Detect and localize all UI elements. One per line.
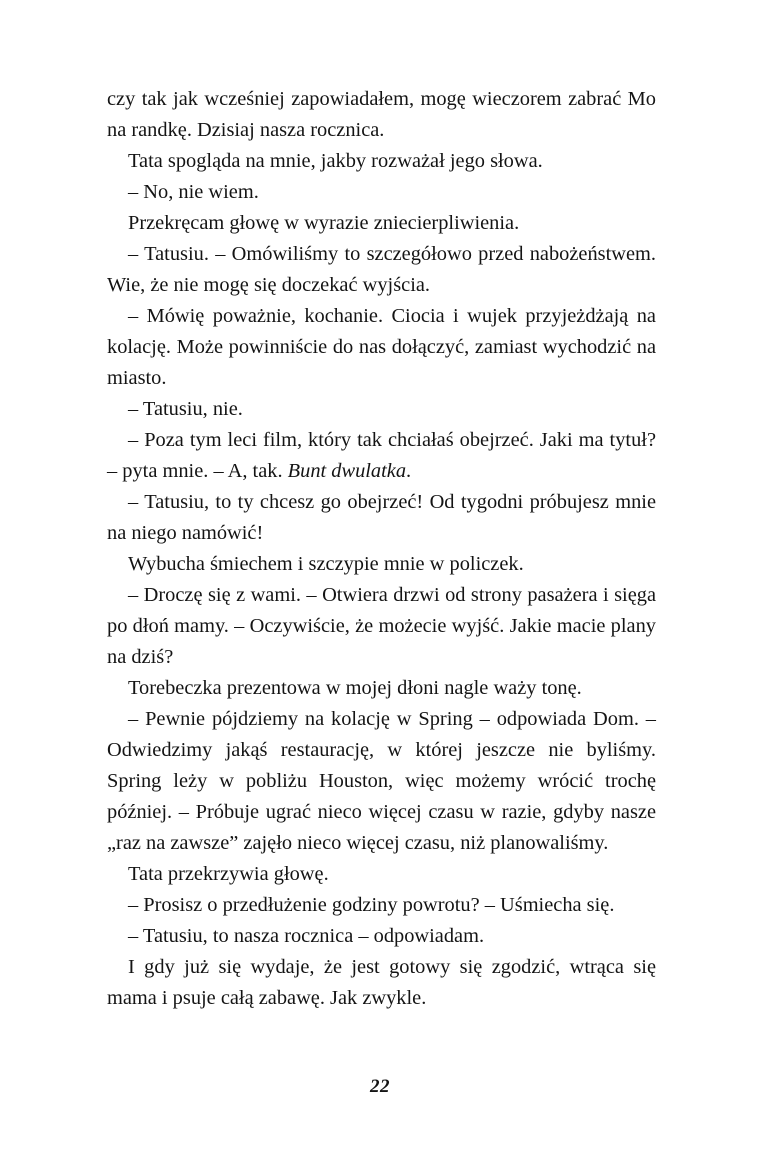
paragraph: Tata spogląda na mnie, jakby rozważał jego słowa. — [128, 150, 543, 172]
paragraph: I gdy już się wydaje, że jest gotowy się zgodzić, wtrąca się mama i psuje całą zabawę. Jak zwykle. — [107, 956, 656, 1009]
dialogue-text-before-title: – Poza tym leci film, który tak chciałaś obejrzeć. Jaki ma tytuł? – pyta mnie. – A, tak. — [107, 429, 656, 482]
paragraph-dialogue: – No, nie wiem. — [128, 181, 259, 203]
paragraph: Tata przekrzywia głowę. — [128, 863, 329, 885]
paragraph-dialogue: – Prosisz o przedłużenie godziny powrotu? – Uśmiecha się. — [128, 894, 615, 916]
paragraph-dialogue: – Pewnie pójdziemy na kolację w Spring – odpowiada Dom. – Odwiedzimy jakąś restaurację, w której jeszcze nie byliśmy. Spring leży w pobliżu Houston, więc możemy wrócić trochę później. – Próbuje ugrać nieco więcej czasu w razie, gdyby nasze „raz na zawsze” zajęło nieco więcej czasu, niż planowaliśmy. — [107, 708, 656, 854]
paragraph: Wybucha śmiechem i szczypie mnie w policzek. — [128, 553, 524, 575]
paragraph-dialogue: – Tatusiu. – Omówiliśmy to szczegółowo przed nabożeństwem. Wie, że nie mogę się doczekać wyjścia. — [107, 243, 656, 296]
body-text-column — [107, 84, 656, 1014]
dialogue-text-after-title: . — [406, 460, 412, 482]
paragraph-dialogue: – Tatusiu, nie. — [128, 398, 243, 420]
paragraph: Przekręcam głowę w wyrazie zniecierpliwienia. — [128, 212, 520, 234]
paragraph-dialogue: – Droczę się z wami. – Otwiera drzwi od strony pasażera i sięga po dłoń mamy. – Oczywiście, że możecie wyjść. Jakie macie plany na dziś? — [107, 584, 656, 668]
paragraph-dialogue: – Mówię poważnie, kochanie. Ciocia i wujek przyjeżdżają na kolację. Może powinniście do nas dołączyć, zamiast wychodzić na miasto. — [107, 305, 656, 389]
paragraph-dialogue: – Tatusiu, to ty chcesz go obejrzeć! Od tygodni próbujesz mnie na niego namówić! — [107, 491, 656, 544]
film-title-italic: Bunt dwulatka — [287, 460, 407, 482]
paragraph-dialogue: – Tatusiu, to nasza rocznica – odpowiadam. — [128, 925, 485, 947]
page-number: 22 — [370, 1076, 390, 1097]
paragraph-dialogue-with-title — [107, 425, 656, 487]
paragraph: Torebeczka prezentowa w mojej dłoni nagle waży tonę. — [128, 677, 582, 699]
paragraph: czy tak jak wcześniej zapowiadałem, mogę wieczorem zabrać Mo na randkę. Dzisiaj nasza rocznica. — [107, 88, 656, 141]
